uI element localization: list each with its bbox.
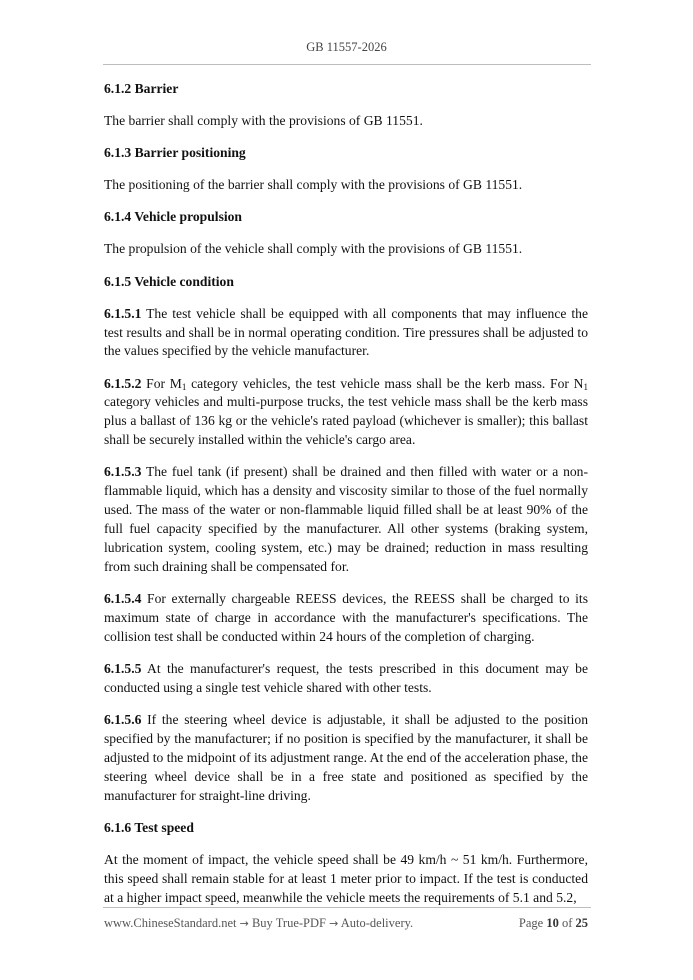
clause-text: For externally chargeable REESS devices, the REESS shall be charged to its maximum state of charge in accordance with the manufacturer's specifications. The collision test shall be conducted within 24 hours of the completion of charging. xyxy=(104,591,588,644)
page-indicator xyxy=(519,916,588,931)
clause-text: If the steering wheel device is adjustable, it shall be adjusted to the position specified by the manufacturer; if no position is specified by the manufacturer, it shall be adjusted to the midpoint of its adjustment range. At the end of the acceleration phase, the steering wheel device shall be in a free state and positioned as specified by the manufacturer for straight-line driving. xyxy=(104,711,588,803)
section-heading-6-1-4: 6.1.4 Vehicle propulsion xyxy=(104,209,242,225)
clause-6-1-5-1 xyxy=(104,305,588,362)
page-header xyxy=(0,40,693,55)
delivery-text: Auto-delivery. xyxy=(338,916,414,930)
clause-text: category vehicles, the test vehicle mass shall be the kerb mass. For N xyxy=(186,375,584,391)
clause-number: 6.1.5.3 xyxy=(104,464,142,480)
paragraph-6-1-3: The positioning of the barrier shall comply with the provisions of GB 11551. xyxy=(104,177,523,193)
page-total: 25 xyxy=(575,916,588,930)
arrow-right-icon: → xyxy=(239,917,249,930)
clause-text: category vehicles and multi-purpose trucks, the test vehicle mass shall be the kerb mass plus a ballast of 136 kg or the vehicle's rated payload (whichever is smaller); this ballast shall be securely installed within the vehicle's cargo area. xyxy=(104,394,588,448)
document-body xyxy=(104,80,588,921)
clause-number: 6.1.5.4 xyxy=(104,591,142,606)
subscript: 1 xyxy=(181,381,187,392)
clause-number: 6.1.5.5 xyxy=(104,660,142,676)
site-link[interactable]: www.ChineseStandard.net xyxy=(104,916,237,930)
clause-6-1-5-4 xyxy=(104,590,588,647)
page-label: Page xyxy=(518,916,547,930)
clause-text: The fuel tank (if present) shall be drained and then filled with water or a non-flammable liquid, which has a density and viscosity similar to those of the fuel normally used. The mass of the water or non-flammable liquid filled shall be at least 90% of the full fuel capacity specified by the manufacturer. All other systems (braking system, lubrication system, cooling system, etc.) may be drained; reduction in mass resulting from such draining shall be compensated for. xyxy=(104,464,588,574)
clause-text: The test vehicle shall be equipped with all components that may influence the test results and shall be in normal operating condition. Tire pressures shall be adjusted to the values specified by the vehicle manufacturer. xyxy=(104,305,588,359)
subscript: 1 xyxy=(583,381,588,392)
clause-number: 6.1.5.2 xyxy=(104,375,142,391)
clause-text: At the manufacturer's request, the tests prescribed in this document may be conducted using a single test vehicle shared with other tests. xyxy=(104,660,588,695)
section-heading-6-1-6: 6.1.6 Test speed xyxy=(104,819,194,835)
paragraph-6-1-2: The barrier shall comply with the provisions of GB 11551. xyxy=(104,113,423,129)
clause-6-1-5-6 xyxy=(104,711,588,806)
buy-text: Buy True-PDF xyxy=(248,916,330,930)
clause-6-1-5-3 xyxy=(104,463,588,576)
document-id: GB 11557-2026 xyxy=(306,40,387,54)
paragraph-6-1-4: The propulsion of the vehicle shall comply with the provisions of GB 11551. xyxy=(104,241,523,257)
clause-number: 6.1.5.1 xyxy=(104,305,142,321)
section-heading-6-1-3: 6.1.3 Barrier positioning xyxy=(104,145,246,161)
clause-number: 6.1.5.6 xyxy=(104,711,142,727)
page-number: 10 xyxy=(546,916,559,930)
header-divider xyxy=(103,64,591,65)
of-label: of xyxy=(558,916,576,930)
section-heading-6-1-5: 6.1.5 Vehicle condition xyxy=(104,273,234,289)
clause-text: For M xyxy=(141,375,182,391)
paragraph-6-1-6: At the moment of impact, the vehicle speed shall be 49 km/h ~ 51 km/h. Furthermore, this speed shall remain stable for at least 1 meter prior to impact. If the test is conducted at a higher impact speed, meanwhile the vehicle meets the requirements of 5.1 and 5.2, xyxy=(104,851,588,905)
clause-6-1-5-2 xyxy=(104,375,588,451)
clause-6-1-5-5 xyxy=(104,660,588,698)
footer-promo xyxy=(104,916,413,931)
footer-divider xyxy=(103,907,591,908)
section-heading-6-1-2: 6.1.2 Barrier xyxy=(104,81,179,96)
arrow-right-icon: → xyxy=(329,917,339,930)
